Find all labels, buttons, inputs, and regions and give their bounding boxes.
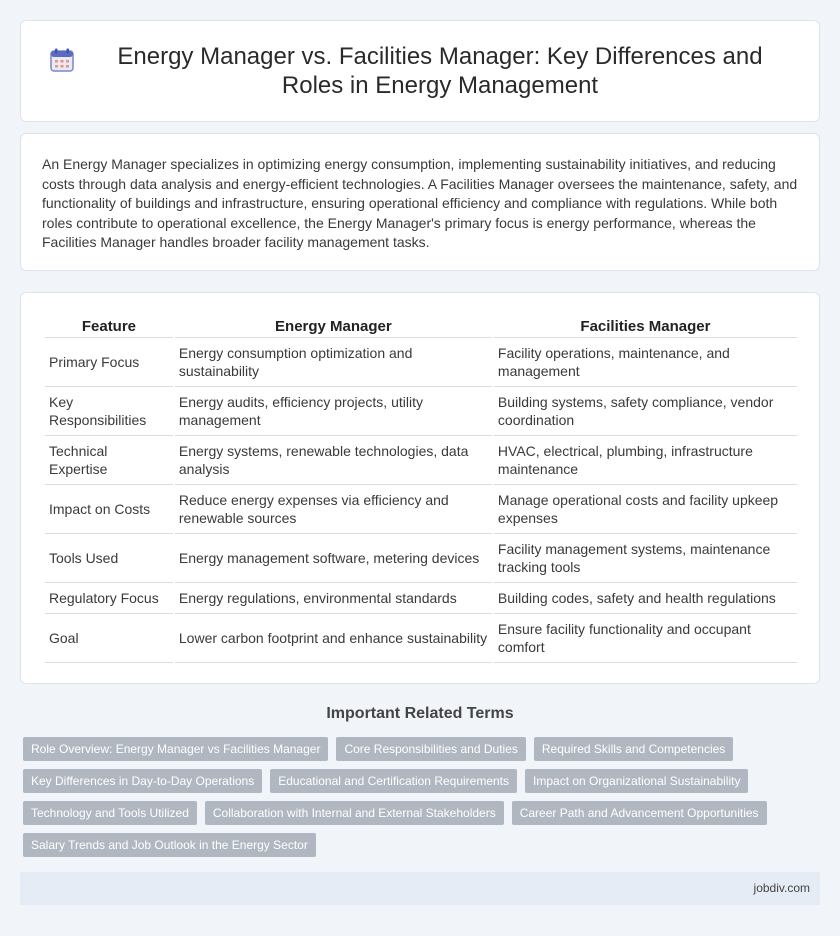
related-term-tag[interactable]: Educational and Certification Requirements bbox=[270, 769, 517, 793]
cell-facilities-manager: Ensure facility functionality and occupant comfort bbox=[494, 614, 797, 663]
related-term-tag[interactable]: Role Overview: Energy Manager vs Facilities Manager bbox=[23, 737, 328, 761]
cell-energy-manager: Energy consumption optimization and sustainability bbox=[175, 338, 492, 387]
related-term-tag[interactable]: Key Differences in Day-to-Day Operations bbox=[23, 769, 262, 793]
column-header-energy-manager: Energy Manager bbox=[175, 316, 492, 338]
footer bbox=[20, 872, 820, 905]
cell-energy-manager: Lower carbon footprint and enhance sustainability bbox=[175, 614, 492, 663]
comparison-table-card bbox=[20, 292, 820, 684]
table-row bbox=[45, 583, 797, 614]
related-terms-title: Important Related Terms bbox=[326, 705, 514, 722]
related-term-tag[interactable]: Core Responsibilities and Duties bbox=[336, 737, 525, 761]
cell-energy-manager: Reduce energy expenses via efficiency and renewable sources bbox=[175, 485, 492, 534]
table-row bbox=[45, 485, 797, 534]
cell-feature: Tools Used bbox=[45, 534, 173, 583]
related-term-tag[interactable]: Impact on Organizational Sustainability bbox=[525, 769, 748, 793]
table-row bbox=[45, 436, 797, 485]
table-header-row bbox=[45, 316, 797, 338]
cell-facilities-manager: Facility management systems, maintenance tracking tools bbox=[494, 534, 797, 583]
column-header-feature: Feature bbox=[45, 316, 173, 338]
cell-feature: Technical Expertise bbox=[45, 436, 173, 485]
cell-facilities-manager: Manage operational costs and facility upkeep expenses bbox=[494, 485, 797, 534]
table-row bbox=[45, 338, 797, 387]
related-term-tag[interactable]: Technology and Tools Utilized bbox=[23, 801, 197, 825]
cell-energy-manager: Energy management software, metering devices bbox=[175, 534, 492, 583]
intro-paragraph: An Energy Manager specializes in optimizing energy consumption, implementing sustainability initiatives, and reducing costs through data analysis and energy-efficient technologies. A Facilities Manager oversees the maintenance, safety, and functionality of buildings and infrastructure, ensuring operational efficiency and compliance with regulations. While both roles contribute to operational excellence, the Energy Manager's primary focus is energy performance, whereas the Facilities Manager handles broader facility management tasks. bbox=[42, 156, 798, 250]
related-term-tag[interactable]: Collaboration with Internal and External Stakeholders bbox=[205, 801, 504, 825]
comparison-table bbox=[43, 316, 799, 663]
header-card bbox=[20, 20, 820, 122]
table-row bbox=[45, 387, 797, 436]
footer-site-link[interactable]: jobdiv.com bbox=[753, 881, 810, 895]
page-title: Energy Manager vs. Facilities Manager: Key Differences and Roles in Energy Management bbox=[117, 43, 763, 99]
related-term-tag[interactable]: Required Skills and Competencies bbox=[534, 737, 733, 761]
cell-facilities-manager: Building systems, safety compliance, vendor coordination bbox=[494, 387, 797, 436]
related-term-tag[interactable]: Career Path and Advancement Opportunities bbox=[512, 801, 767, 825]
table-row bbox=[45, 534, 797, 583]
cell-facilities-manager: Building codes, safety and health regulations bbox=[494, 583, 797, 614]
cell-feature: Key Responsibilities bbox=[45, 387, 173, 436]
cell-feature: Goal bbox=[45, 614, 173, 663]
cell-facilities-manager: HVAC, electrical, plumbing, infrastructure maintenance bbox=[494, 436, 797, 485]
cell-facilities-manager: Facility operations, maintenance, and management bbox=[494, 338, 797, 387]
intro-card bbox=[20, 133, 820, 271]
cell-energy-manager: Energy audits, efficiency projects, utility management bbox=[175, 387, 492, 436]
cell-energy-manager: Energy regulations, environmental standards bbox=[175, 583, 492, 614]
cell-feature: Primary Focus bbox=[45, 338, 173, 387]
cell-feature: Impact on Costs bbox=[45, 485, 173, 534]
column-header-facilities-manager: Facilities Manager bbox=[494, 316, 797, 338]
cell-feature: Regulatory Focus bbox=[45, 583, 173, 614]
table-row bbox=[45, 614, 797, 663]
cell-energy-manager: Energy systems, renewable technologies, data analysis bbox=[175, 436, 492, 485]
related-terms-list bbox=[23, 737, 803, 865]
related-term-tag[interactable]: Salary Trends and Job Outlook in the Energy Sector bbox=[23, 833, 316, 857]
